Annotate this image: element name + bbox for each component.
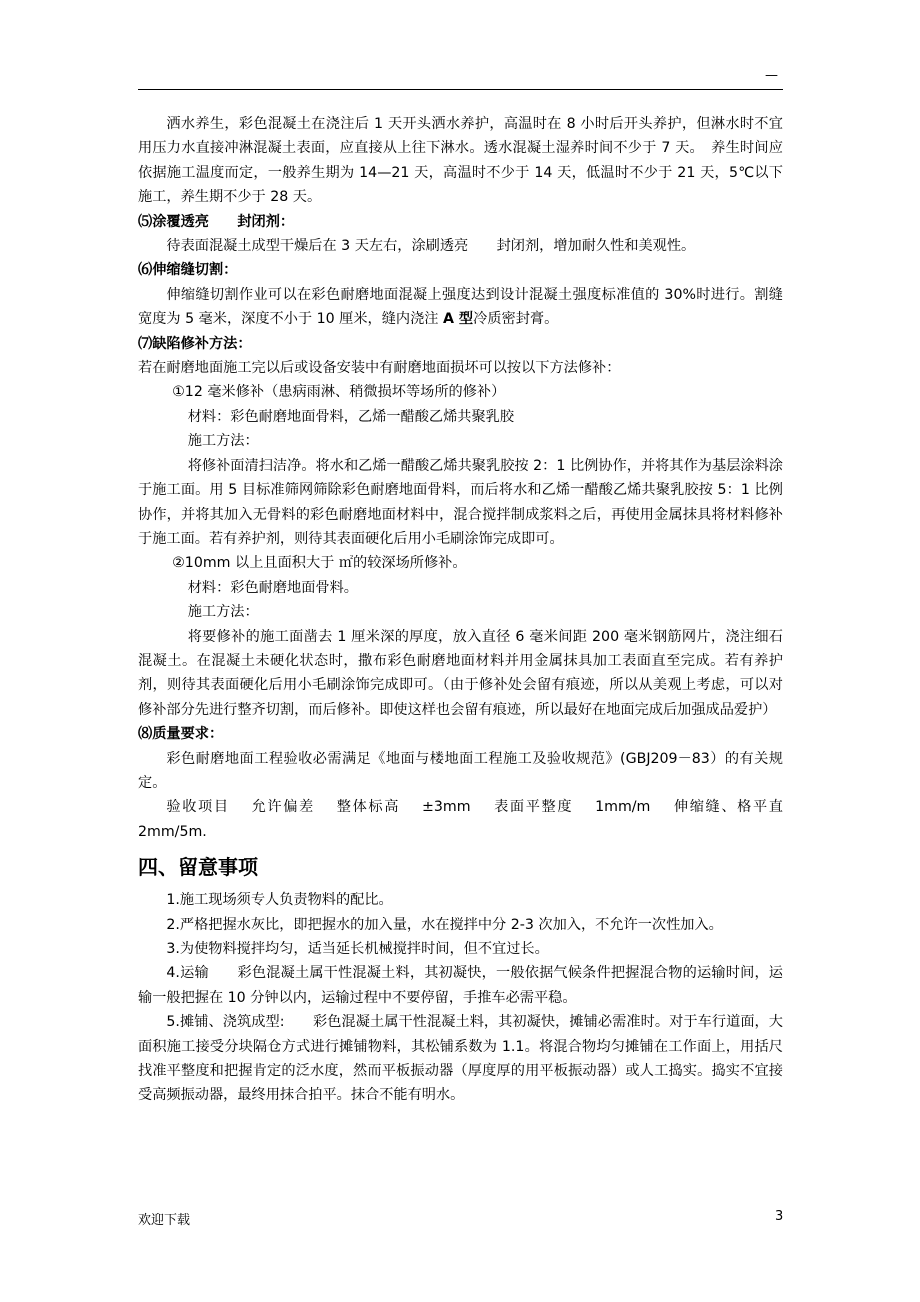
joint-cutting-text-a: 伸缩缝切割作业可以在彩色耐磨地面混凝上强度达到设计混凝土强度标准值的 30%时进行。割缝宽度为 5 毫米，深度不小于 10 厘米，缝内浇注 — [138, 286, 783, 328]
repair-1-material: 材料：彩色耐磨地面骨料，乙烯一醋酸乙烯共聚乳胶 — [187, 408, 515, 425]
heading-repair: ⑺缺陷修补方法： — [138, 335, 252, 352]
repair-1-method-label: 施工方法： — [187, 433, 259, 450]
repair-2-title: ②10mm 以上且面积大于 ㎡的较深场所修补。 — [172, 555, 467, 572]
footer-text: 欢迎下载 — [138, 1213, 191, 1228]
document-body — [138, 112, 783, 1108]
heading-quality: ⑻质量要求： — [138, 726, 224, 743]
repair-1-method: 将修补面清扫洁净。将水和乙烯一醋酸乙烯共聚乳胶按 2：1 比例协作，并将其作为基层涂料涂于施工面。用 5 目标准筛网筛除彩色耐磨地面骨料，而后将水和乙烯一醋酸乙烯共聚乳胶按 5：1 比例协作，并将其加入无骨料的彩色耐磨地面材料中，混合搅拌制成浆料之后，再使用金属抹具将材料修补于施工面。若有养护剂，则待其表面硬化后用小毛刷涂饰完成即可。 — [138, 457, 783, 547]
header-rule — [138, 89, 783, 90]
paragraph-repair-intro: 若在耐磨地面施工完以后或设备安装中有耐磨地面损坏可以按以下方法修补： — [138, 360, 621, 377]
repair-2-material: 材料：彩色耐磨地面骨料。 — [187, 579, 358, 596]
paragraph-sealant: 待表面混凝土成型干燥后在 3 天左右，涂刷透亮 封闭剂，增加耐久性和美观性。 — [166, 238, 696, 255]
note-1: 1.施工现场须专人负责物料的配比。 — [166, 892, 393, 909]
repair-1-title: ①12 毫米修补（患病雨淋、稍微损坏等场所的修补） — [172, 384, 506, 401]
header-mark: — — [765, 68, 778, 83]
paragraph-joint-cutting — [138, 283, 783, 332]
heading-sealant: ⑸涂覆透亮 封闭剂： — [138, 213, 295, 230]
joint-cutting-text-c: 冷质密封膏。 — [473, 311, 559, 328]
section-title-notes: 四、留意事项 — [138, 855, 258, 880]
joint-cutting-type: A 型 — [443, 311, 474, 328]
repair-2-method-label: 施工方法： — [187, 604, 259, 621]
paragraph-curing: 洒水养生，彩色混凝土在浇注后 1 天开头洒水养护，高温时在 8 小时后开头养护，但淋水时不宜用压力水直接冲淋混凝土表面，应直接从上往下淋水。透水混凝土湿养时间不少于 7 天。 养生时间应依据施工温度而定，一般养生期为 14—21 天，高温时不少于 14 天，低温时不少于 21 天，5℃以下施工，养生期不少于 28 天。 — [138, 116, 783, 206]
heading-joint-cutting: ⑹伸缩缝切割： — [138, 262, 238, 279]
note-2: 2.严格把握水灰比，即把握水的加入量，水在搅拌中分 2-3 次加入，不允许一次性加入。 — [166, 916, 723, 933]
repair-2-method: 将要修补的施工面凿去 1 厘米深的厚度，放入直径 6 毫米间距 200 毫米钢筋网片，浇注细石混凝土。在混凝土未硬化状态时，撒布彩色耐磨地面材料并用金属抹具加工表面直至完成。若有养护剂，则待其表面硬化后用小毛刷涂饰完成即可。（由于修补处会留有痕迹，所以从美观上考虑，可以对修补部分先进行整齐切割，而后修补。即使这样也会留有痕迹，所以最好在地面完成后加强成品爱护） — [138, 628, 783, 718]
note-3: 3.为使物料搅拌均匀，适当延长机械搅拌时间，但不宜过长。 — [166, 941, 549, 957]
paragraph-quality: 彩色耐磨地面工程验收必需满足《地面与楼地面工程施工及验收规范》(GBJ209－83）的有关规定。 — [138, 750, 783, 791]
page-number: 3 — [775, 1209, 784, 1224]
note-5: 5.摊铺、浇筑成型: 彩色混凝土属干性混凝土料，其初凝快，摊铺必需准时。对于车行道面，大面积施工接受分块隔仓方式进行摊铺物料，其松铺系数为 1.1。将混合物均匀摊铺在工作面上，用括尺找准平整度和把握肯定的泛水度，然而平板振动器（厚度厚的用平板振动器）或人工捣实。捣实不宜接受高频振动器，最终用抹合拍平。抹合不能有明水。 — [138, 1014, 783, 1104]
paragraph-tolerances: 验收项目 允许偏差 整体标高 ±3mm 表面平整度 1mm/m 伸缩缝、格平直 2mm/5m. — [138, 799, 783, 840]
note-4: 4.运输 彩色混凝土属干性混凝土料，其初凝快，一般依据气候条件把握混合物的运输时间，运输一般把握在 10 分钟以内，运输过程中不要停留，手推车必需平稳。 — [138, 965, 783, 1006]
